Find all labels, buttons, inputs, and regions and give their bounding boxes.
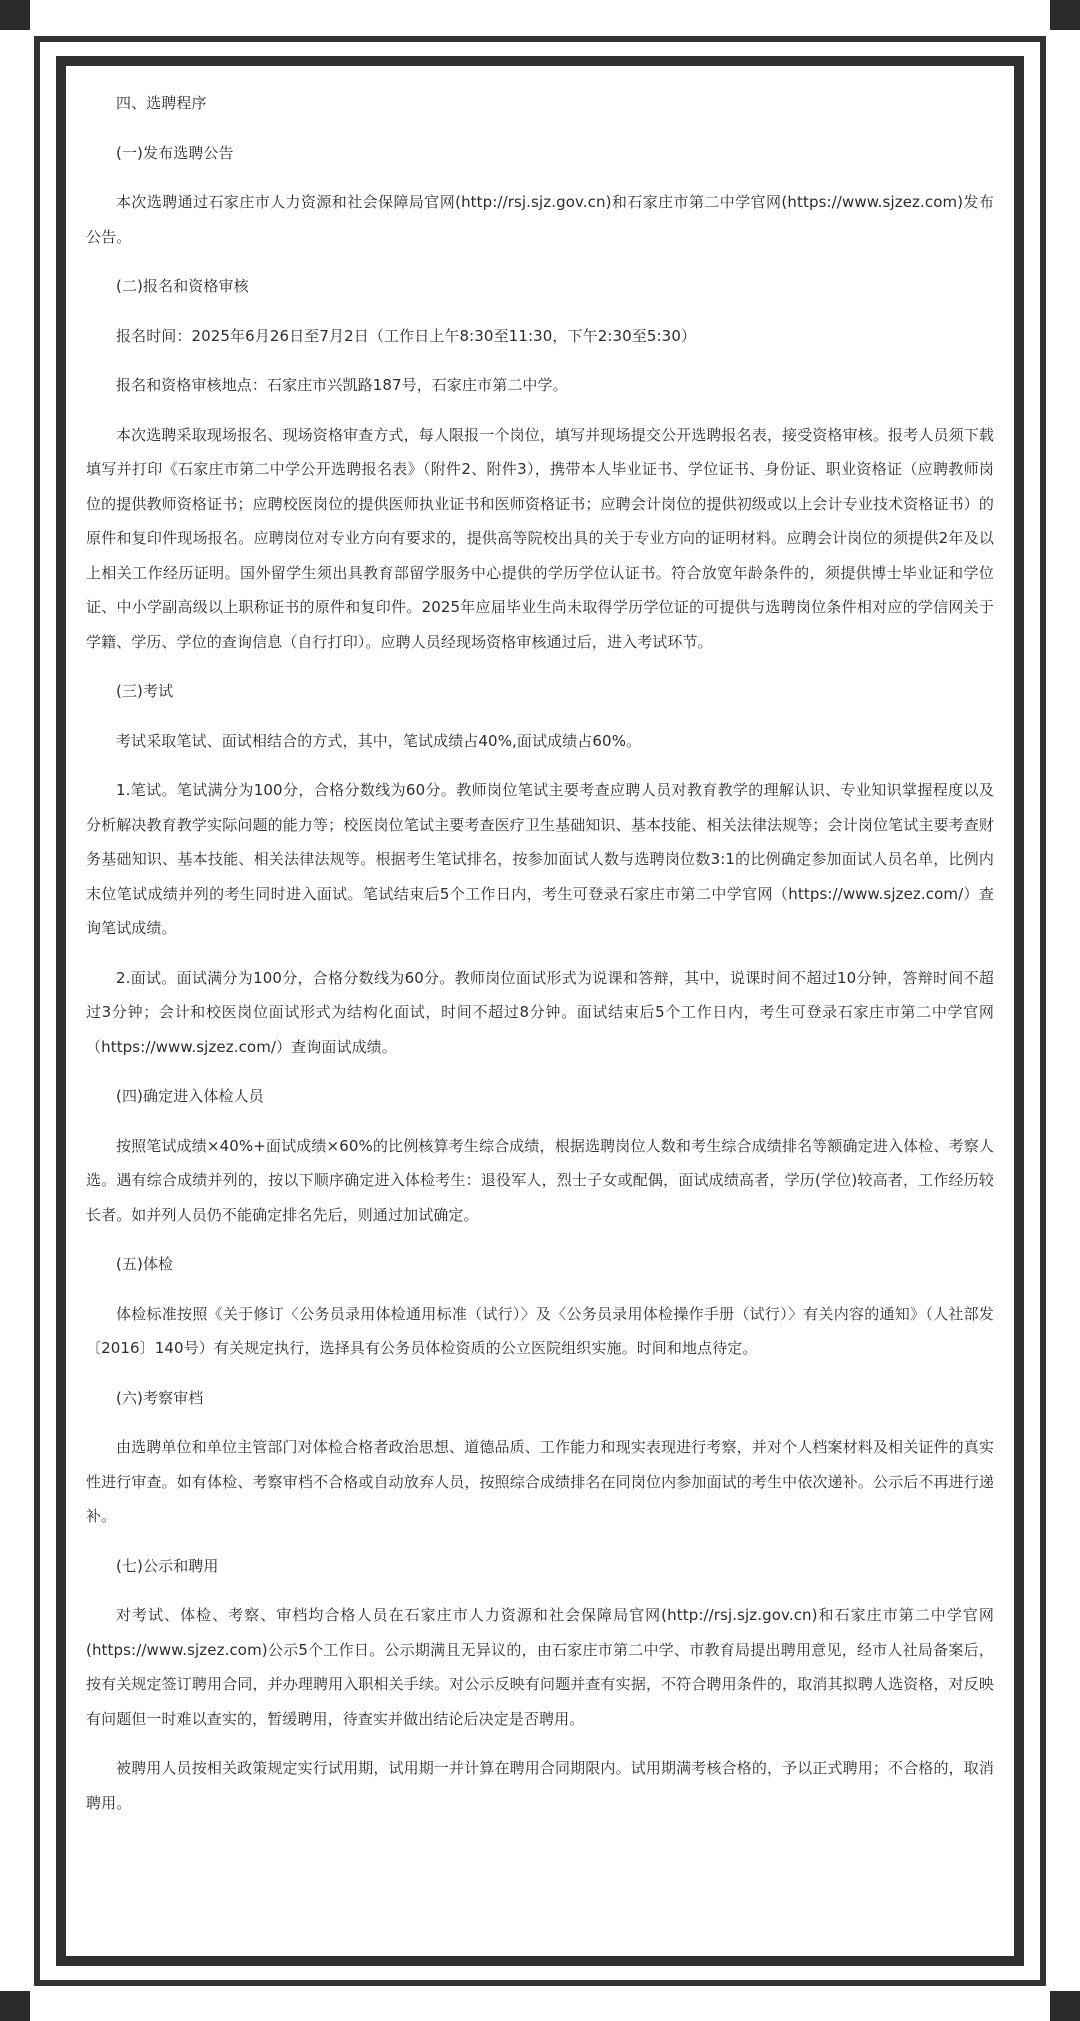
section-heading-procedure: 四、选聘程序 <box>116 94 207 112</box>
document-body <box>86 86 994 1946</box>
corner-decoration-bottom-right <box>1050 1991 1080 2021</box>
subsection-heading-exam: (三)考试 <box>116 682 174 700</box>
document-outer-frame <box>34 36 1046 1986</box>
paragraph-registration-location: 报名和资格审核地点：石家庄市兴凯路187号，石家庄市第二中学。 <box>116 376 568 394</box>
subsection-heading-publicity: (七)公示和聘用 <box>116 1556 219 1575</box>
corner-decoration-bottom-left <box>0 1991 30 2021</box>
corner-decoration-top-left <box>0 0 30 30</box>
document-inner-frame <box>56 56 1024 1966</box>
paragraph-probation: 被聘用人员按相关政策规定实行试用期，试用期一并计算在聘用合同期限内。试用期满考核合格的，予以正式聘用；不合格的，取消聘用。 <box>86 1759 994 1812</box>
paragraph-inspection: 由选聘单位和单位主管部门对体检合格者政治思想、道德品质、工作能力和现实表现进行考察，并对个人档案材料及相关证件的真实性进行审查。如有体检、考察审档不合格或自动放弃人员，按照综合成绩排名在同岗位内参加面试的考生中依次递补。公示后不再进行递补。 <box>86 1438 994 1525</box>
paragraph-medical-standard: 体检标准按照《关于修订〈公务员录用体检通用标准（试行）〉及〈公务员录用体检操作手册（试行）〉有关内容的通知》（人社部发〔2016〕140号）有关规定执行，选择具有公务员体检资质的公立医院组织实施。时间和地点待定。 <box>86 1304 994 1357</box>
paragraph-exam-method: 考试采取笔试、面试相结合的方式，其中，笔试成绩占40%,面试成绩占60%。 <box>116 731 642 750</box>
subsection-heading-medical-candidates: (四)确定进入体检人员 <box>116 1087 264 1105</box>
subsection-heading-announcement: (一)发布选聘公告 <box>116 143 234 162</box>
subsection-heading-inspection: (六)考察审档 <box>116 1388 204 1407</box>
corner-decoration-top-right <box>1050 0 1080 30</box>
paragraph-announcement: 本次选聘通过石家庄市人力资源和社会保障局官网(http://rsj.sjz.gov.cn)和石家庄市第二中学官网(https://www.sjzez.com)发布公告。 <box>86 193 994 246</box>
paragraph-interview: 2.面试。面试满分为100分，合格分数线为60分。教师岗位面试形式为说课和答辩，其中，说课时间不超过10分钟，答辩时间不超过3分钟；会计和校医岗位面试形式为结构化面试，时间不超过8分钟。面试结束后5个工作日内，考生可登录石家庄市第二中学官网（https://www.sjzez.com/）查询面试成绩。 <box>86 968 994 1056</box>
paragraph-written-exam: 1.笔试。笔试满分为100分，合格分数线为60分。教师岗位笔试主要考查应聘人员对教育教学的理解认识、专业知识掌握程度以及分析解决教育教学实际问题的能力等；校医岗位笔试主要考查医疗卫生基础知识、基本技能、相关法律法规等；会计岗位笔试主要考查财务基础知识、基本技能、相关法律法规等。根据考生笔试排名，按参加面试人数与选聘岗位数3:1的比例确定参加面试人员名单，比例内末位笔试成绩并列的考生同时进入面试。笔试结束后5个工作日内，考生可登录石家庄市第二中学官网（https://www.sjzez.com/）查询笔试成绩。 <box>86 781 994 937</box>
paragraph-composite-score: 按照笔试成绩×40%+面试成绩×60%的比例核算考生综合成绩，根据选聘岗位人数和考生综合成绩排名等额确定进入体检、考察人选。遇有综合成绩并列的，按以下顺序确定进入体检考生：退役军人，烈士子女或配偶，面试成绩高者，学历(学位)较高者，工作经历较长者。如并列人员仍不能确定排名先后，则通过加试确定。 <box>86 1136 994 1224</box>
subsection-heading-medical: (五)体检 <box>116 1255 174 1273</box>
paragraph-publicity: 对考试、体检、考察、审档均合格人员在石家庄市人力资源和社会保障局官网(http://rsj.sjz.gov.cn)和石家庄市第二中学官网(https://www.sjzez.com)公示5个工作日。公示期满且无异议的，由石家庄市第二中学、市教育局提出聘用意见，经市人社局备案后，按有关规定签订聘用合同，并办理聘用入职相关手续。对公示反映有问题并查有实据，不符合聘用条件的，取消其拟聘人选资格，对反映有问题但一时难以查实的，暂缓聘用，待查实并做出结论后决定是否聘用。 <box>86 1606 994 1728</box>
paragraph-registration-time: 报名时间：2025年6月26日至7月2日（工作日上午8:30至11:30，下午2:30至5:30） <box>116 326 697 345</box>
subsection-heading-registration: (二)报名和资格审核 <box>116 277 249 295</box>
paragraph-registration-requirements: 本次选聘采取现场报名、现场资格审查方式，每人限报一个岗位，填写并现场提交公开选聘报名表，接受资格审核。报考人员须下载填写并打印《石家庄市第二中学公开选聘报名表》（附件2、附件3），携带本人毕业证书、学位证书、身份证、职业资格证（应聘教师岗位的提供教师资格证书；应聘校医岗位的提供医师执业证书和医师资格证书；应聘会计岗位的提供初级或以上会计专业技术资格证书）的原件和复印件现场报名。应聘岗位对专业方向有要求的，提供高等院校出具的关于专业方向的证明材料。应聘会计岗位的须提供2年及以上相关工作经历证明。国外留学生须出具教育部留学服务中心提供的学历学位认证书。符合放宽年龄条件的，须提供博士毕业证和学位证、中小学副高级以上职称证书的原件和复印件。2025年应届毕业生尚未取得学历学位证的可提供与选聘岗位条件相对应的学信网关于学籍、学历、学位的查询信息（自行打印）。应聘人员经现场资格审核通过后，进入考试环节。 <box>86 425 994 651</box>
